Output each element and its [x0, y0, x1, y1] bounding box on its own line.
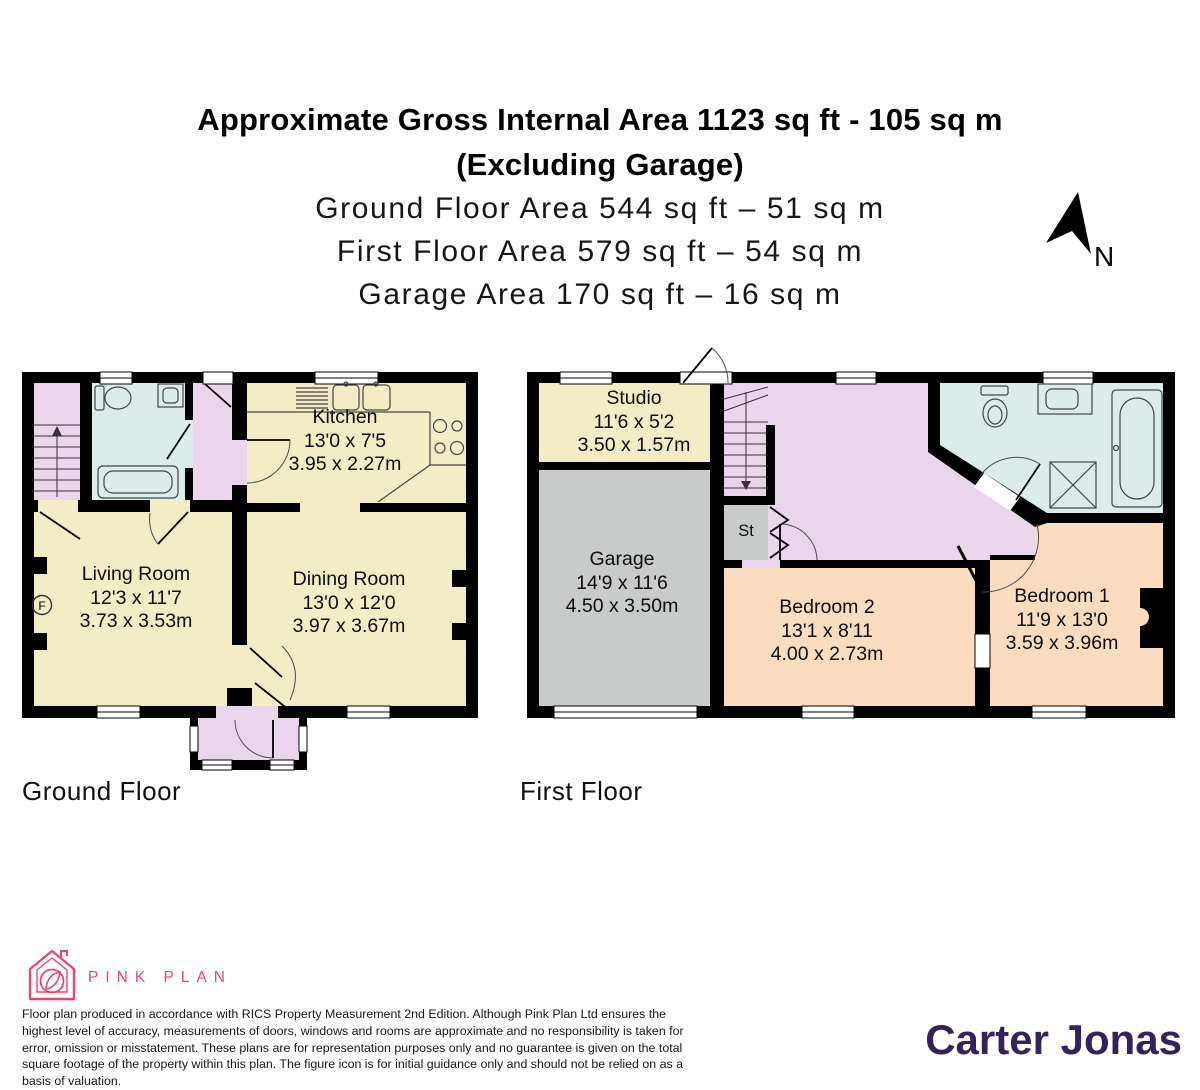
studio-label: Studio 11'6 x 5'2 3.50 x 1.57m	[577, 387, 691, 456]
dining-room-label: Dining Room 13'0 x 12'0 3.97 x 3.67m	[292, 568, 406, 637]
pink-plan-logo-text: PINK PLAN	[88, 969, 232, 986]
garage-label: Garage 14'9 x 11'6 4.50 x 3.50m	[565, 548, 679, 617]
kitchen-label: Kitchen 13'0 x 7'5 3.95 x 2.27m	[288, 406, 402, 475]
pink-plan-logo-icon	[30, 951, 74, 999]
bedroom2-label: Bedroom 2 13'1 x 8'11 4.00 x 2.73m	[770, 596, 884, 665]
living-room-label: Living Room 12'3 x 11'7 3.73 x 3.53m	[79, 563, 193, 632]
garage-area-line: Garage Area 170 sq ft – 16 sq m	[358, 278, 842, 311]
page-title-line2: (Excluding Garage)	[456, 147, 744, 182]
ground-floor-area-line: Ground Floor Area 544 sq ft – 51 sq m	[315, 192, 885, 225]
disclaimer-text: Floor plan produced in accordance with RICS Property Measurement 2nd Edition. Although Pink Plan Ltd ensures the highest level of accuracy, measurements of doors, windows and rooms are approximate and no responsibility is taken for error, omission or misstatement. These plans are for representation purposes only and no guarantee is given on the total square footage of the property within this plan. The figure icon is for initial guidance only and should not be relied on as a basis of valuation.	[22, 1007, 684, 1089]
figure-icon-letter: F	[38, 599, 46, 613]
porch-area	[198, 718, 299, 760]
hall-area	[193, 383, 232, 500]
first-floor-area-line: First Floor Area 579 sq ft – 54 sq m	[336, 235, 864, 268]
north-label: N	[1094, 241, 1115, 272]
store-label: St	[738, 522, 754, 540]
bedroom1-label: Bedroom 1 11'9 x 13'0 3.59 x 3.96m	[1005, 585, 1119, 654]
north-arrow-icon	[1046, 192, 1114, 272]
ground-floor-caption: Ground Floor	[22, 776, 182, 806]
first-floor-caption: First Floor	[520, 776, 643, 806]
page-title-line1: Approximate Gross Internal Area 1123 sq ft - 105 sq m	[197, 102, 1003, 137]
carter-jonas-logo: Carter Jonas	[925, 1016, 1182, 1063]
